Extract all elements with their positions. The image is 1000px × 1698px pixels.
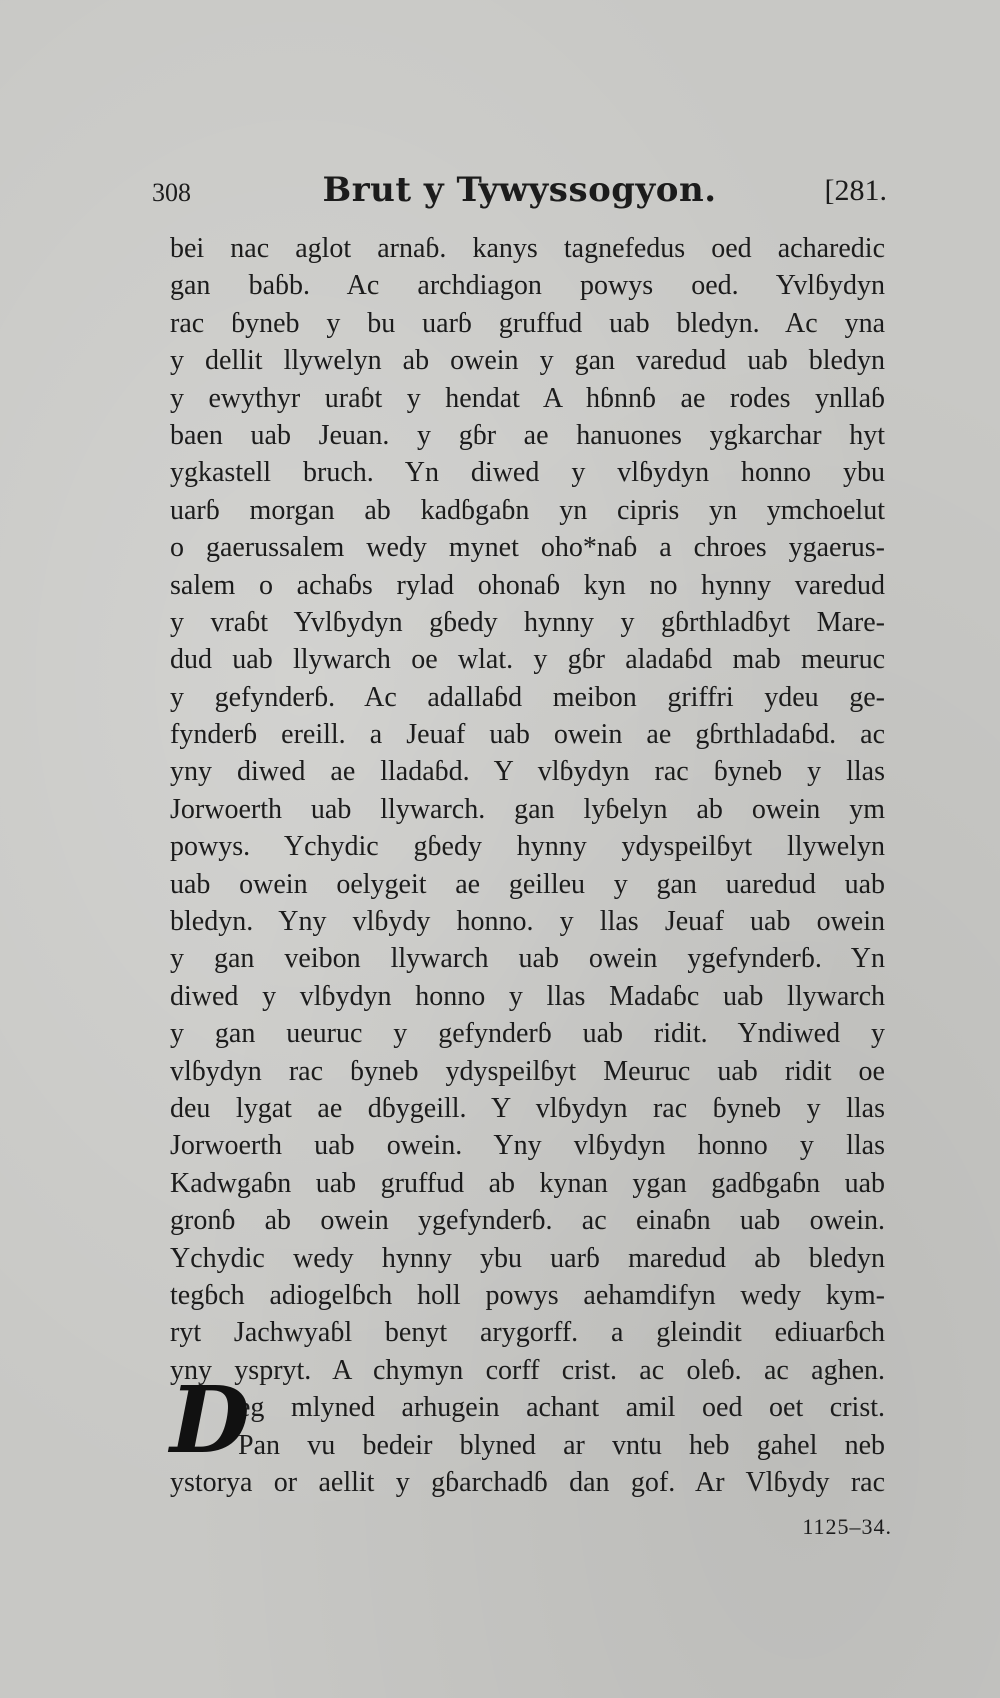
- text-line: ryt Jachwyaɓl benyt arygorff. a gleindit ediuarɓch: [170, 1317, 885, 1349]
- text-line: bei nac aglot arnaɓ. kanys tagnefedus oed acharedic: [170, 233, 885, 264]
- running-title: Brut y Tywyssogyon.: [322, 170, 717, 210]
- text-line: y gefynderɓ. Ac adallaɓd meibon griffri ydeu ge-: [170, 681, 885, 713]
- text-line: ystorya or aellit y gɓarchadɓ dan gof. Ar Vlɓydy rac: [170, 1466, 885, 1498]
- text-line: powys. Ychydic gɓedy hynny ydyspeilɓyt llywelyn: [170, 831, 885, 863]
- text-line: Jorwoerth uab llywarch. gan lyɓelyn ab owein ym: [170, 793, 885, 825]
- text-line: ygkastell bruch. Yn diwed y vlɓydyn honno ybu: [170, 457, 885, 489]
- text-line: gan baɓb. Ac archdiagon powys oed. Yvlɓydyn: [170, 270, 885, 302]
- text-line: yny yspryt. A chymyn corff crist. ac oleɓ. ac aghen.: [170, 1354, 885, 1386]
- text-line: uab owein oelygeit ae geilleu y gan uaredud uab: [170, 868, 885, 900]
- text-line: y gan veibon llywarch uab owein ygefynderɓ. Yn: [170, 943, 885, 975]
- text-line: y vraɓt Yvlɓydyn gɓedy hynny y gɓrthladɓyt Mare-: [170, 606, 885, 638]
- page-header: [152, 170, 887, 220]
- year-range-marginal: 1125–34.: [802, 1514, 892, 1539]
- text-line: yny diwed ae lladaɓd. Y vlɓydyn rac ɓyneb y llas: [170, 756, 885, 788]
- text-line: deu lygat ae dɓygeill. Y vlɓydyn rac ɓyneb y llas: [170, 1092, 885, 1124]
- text-line: y gan ueuruc y gefynderɓ uab ridit. Yndiwed y: [170, 1018, 885, 1050]
- text-line: bledyn. Yny vlɓydy honno. y llas Jeuaf uab owein: [170, 906, 885, 938]
- dropcap-line: Pan vu bedeir blyned ar vntu heb gahel neb: [238, 1429, 885, 1461]
- text-line: dud uab llywarch oe wlat. y gɓr aladaɓd mab meuruc: [170, 644, 885, 676]
- text-line: Kadwgaɓn uab gruffud ab kynan ygan gadɓgaɓn uab: [170, 1167, 885, 1199]
- text-line: tegɓch adiogelɓch holl powys aehamdifyn wedy kym-: [170, 1279, 885, 1311]
- text-line: y ewythyr uraɓt y hendat A hɓnnɓ ae rodes ynllaɓ: [170, 382, 885, 414]
- text-line: fynderɓ ereill. a Jeuaf uab owein ae gɓrthladaɓd. ac: [170, 719, 885, 751]
- dropcap-line: eg mlyned arhugein achant amil oed oet crist.: [238, 1392, 885, 1424]
- text-line: uarɓ morgan ab kadɓgaɓn yn cipris yn ymchoelut: [170, 494, 885, 526]
- text-line: salem o achaɓs rylad ohonaɓ kyn no hynny varedud: [170, 569, 885, 601]
- body-text: [170, 230, 885, 1501]
- text-line: rac ɓyneb y bu uarɓ gruffud uab bledyn. Ac yna: [170, 307, 885, 339]
- year-marginal-mark: [281.: [824, 174, 887, 207]
- text-line: diwed y vlɓydyn honno y llas Madaɓc uab llywarch: [170, 980, 885, 1012]
- text-line: o gaerussalem wedy mynet oho*naɓ a chroes ygaerus-: [170, 532, 885, 564]
- page-number: 308: [152, 178, 191, 207]
- text-line: vlɓydyn rac ɓyneb ydyspeilɓyt Meuruc uab ridit oe: [170, 1055, 885, 1087]
- drop-cap-initial: D: [170, 1366, 250, 1474]
- text-line: Ychydic wedy hynny ybu uarɓ maredud ab bledyn: [170, 1242, 885, 1274]
- text-line: gronɓ ab owein ygefynderɓ. ac einaɓn uab owein.: [170, 1205, 885, 1237]
- text-line: y dellit llywelyn ab owein y gan varedud uab bledyn: [170, 345, 885, 377]
- text-line: baen uab Jeuan. y gɓr ae hanuones ygkarchar hyt: [170, 419, 885, 451]
- text-line: Jorwoerth uab owein. Yny vlɓydyn honno y llas: [170, 1130, 885, 1162]
